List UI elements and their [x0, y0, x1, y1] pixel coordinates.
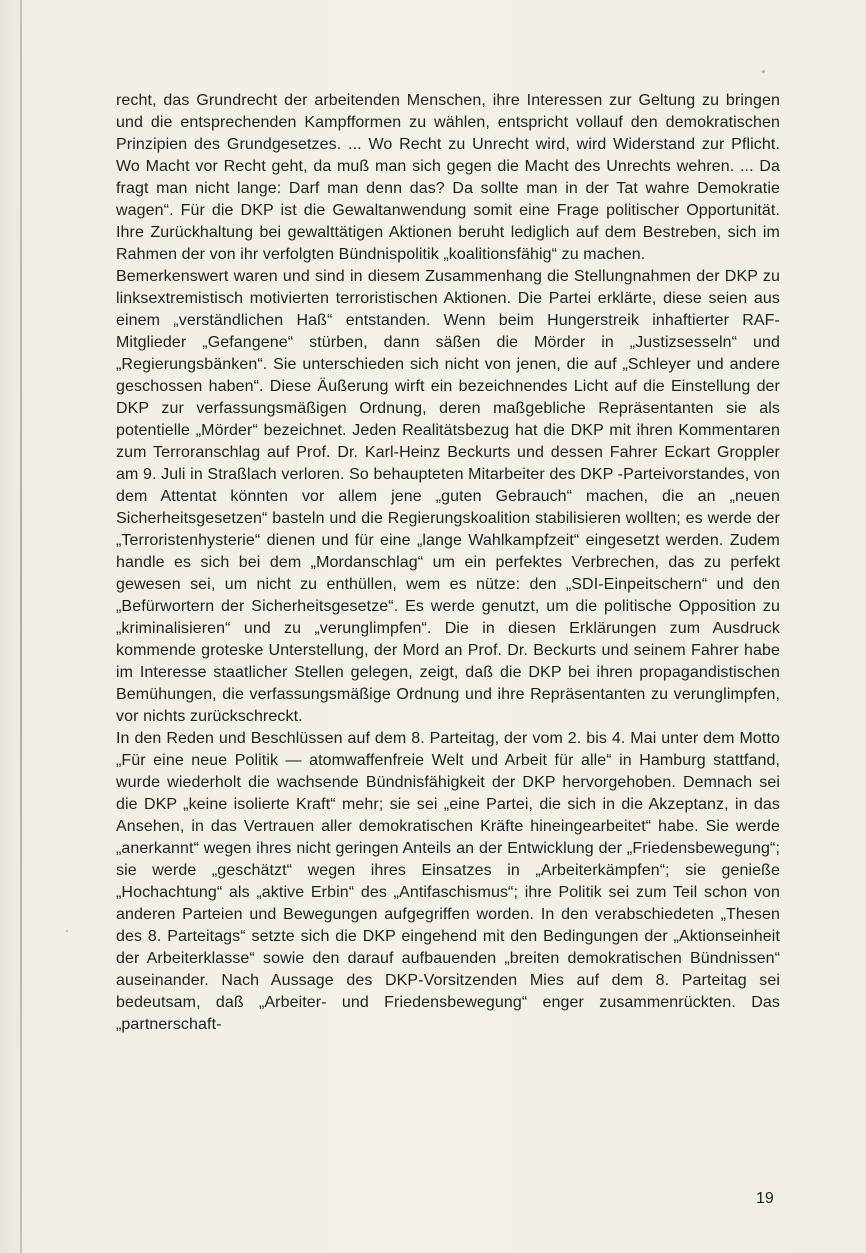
paragraph: Bemerkenswert waren und sind in diesem Zusammenhang die Stellungnahmen der DKP zu linksextremistisch motivierten terroristischen Aktionen. Die Partei erklärte, diese seien aus einem „verständlichen Haß“ entstanden. Wenn beim Hungerstreik inhaftierter RAF- Mitglieder „Gefangene“ stürben, dann säßen die Mörder in „Justizsesseln“ und „Regierungsbänken“. Sie unterschieden sich nicht von jenen, die auf „Schleyer und andere geschossen haben“. Diese Äußerung wirft ein bezeichnendes Licht auf die Einstellung der DKP zur verfassungsmäßigen Ordnung, deren maßgebliche Repräsentanten sie als potentielle „Mörder“ bezeichnet. Jeden Realitätsbezug hat die DKP mit ihren Kommentaren zum Terroranschlag auf Prof. Dr. Karl-Heinz Beckurts und dessen Fahrer Eckart Groppler am 9. Juli in Straßlach verloren. So behaupteten Mitarbeiter des DKP -Parteivorstandes, von dem Attentat könnten vor allem jene „guten Gebrauch“ machen, die an „neuen Sicherheitsgesetzen“ basteln und die Regierungskoalition stabilisieren wollten; es werde der „Terroristenhysterie“ dienen und für eine „lange Wahlkampfzeit“ eingesetzt werden. Zudem handle es sich bei dem „Mordanschlag“ um ein perfektes Verbrechen, das zu perfekt gewesen sei, um nicht zu enthüllen, wem es nütze: den „SDI-Einpeitschern“ und den „Befürwortern der Sicherheitsgesetze“. Es werde genutzt, um die politische Opposition zu „kriminalisieren“ und zu „verunglimpfen“. Die in diesen Erklärungen zum Ausdruck kommende groteske Unterstellung, der Mord an Prof. Dr. Beckurts und seinem Fahrer habe im Interesse staatlicher Stellen gelegen, zeigt, daß die DKP bei ihren propagandistischen Bemühungen, die verfassungsmäßige Ordnung und ihre Repräsentanten zu verunglimpfen, vor nichts zurückschreckt. — [116, 268, 780, 725]
paragraph: In den Reden und Beschlüssen auf dem 8. Parteitag, der vom 2. bis 4. Mai unter dem Motto „Für eine neue Politik — atomwaffenfreie Welt und Arbeit für alle“ in Hamburg stattfand, wurde wiederholt die wachsende Bündnisfähigkeit der DKP hervorgehoben. Demnach sei die DKP „keine isolierte Kraft“ mehr; sie sei „eine Partei, die sich in die Akzeptanz, in das Ansehen, in das Vertrauen aller demokratischen Kräfte hineingearbeitet“ habe. Sie werde „anerkannt“ wegen ihres nicht geringen Anteils an der Entwicklung der „Friedensbewegung“; sie werde „geschätzt“ wegen ihres Einsatzes in „Arbeiterkämpfen“; sie genieße „Hochachtung“ als „aktive Erbin“ des „Antifaschismus“; ihre Politik sei zum Teil schon von anderen Parteien und Bewegungen aufgegriffen worden. In den verabschiedeten „Thesen des 8. Parteitags“ setzte sich die DKP eingehend mit den Bedingungen der „Aktionseinheit der Arbeiterklasse“ sowie den darauf aufbauenden „breiten demokratischen Bündnissen“ auseinander. Nach Aussage des DKP-Vorsitzenden Mies auf dem 8. Parteitag sei bedeutsam, daß „Arbeiter- und Friedensbewegung“ enger zusammenrückten. Das „partnerschaft- — [116, 730, 780, 1033]
print-speck — [66, 930, 68, 932]
page-number: 19 — [756, 1190, 774, 1207]
body-text — [116, 90, 780, 1036]
paragraph: recht, das Grundrecht der arbeitenden Menschen, ihre Interessen zur Geltung zu bringen und die entsprechenden Kampfformen zu wählen, entspricht vollauf den demokratischen Prinzipien des Grundgesetzes. ... Wo Recht zu Unrecht wird, wird Widerstand zur Pflicht. Wo Macht vor Recht geht, da muß man sich gegen die Macht des Unrechts wehren. ... Da fragt man nicht lange: Darf man denn das? Da sollte man in der Tat wahre Demokratie wagen“. Für die DKP ist die Gewaltanwendung somit eine Frage politischer Opportunität. Ihre Zurückhaltung bei gewalttätigen Aktionen beruht lediglich auf dem Bestreben, sich im Rahmen der von ihr verfolgten Bündnispolitik „koalitionsfähig“ zu machen. — [116, 92, 780, 263]
page-binding-edge — [20, 0, 22, 1253]
print-speck — [762, 70, 765, 73]
